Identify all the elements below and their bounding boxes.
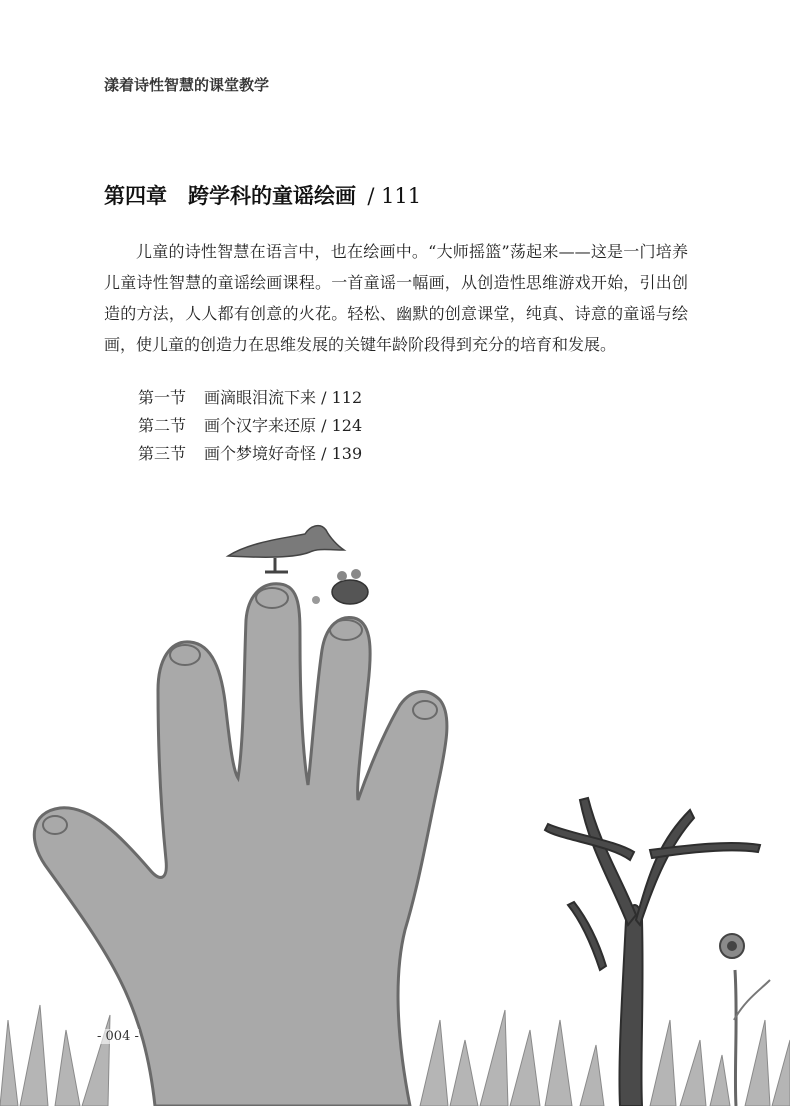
section-title: 画个梦境好奇怪 xyxy=(204,444,317,463)
section-item xyxy=(138,412,362,440)
hand-illustration xyxy=(0,500,790,1106)
section-list xyxy=(138,384,362,468)
section-number: 第二节 xyxy=(138,416,187,435)
section-page: / 112 xyxy=(321,388,363,407)
section-item xyxy=(138,440,362,468)
chapter-title-text: 第四章 跨学科的童谣绘画 xyxy=(104,183,356,208)
section-page: / 139 xyxy=(321,444,363,463)
section-number: 第三节 xyxy=(138,444,187,463)
chapter-intro: 儿童的诗性智慧在语言中，也在绘画中。“大师摇篮”荡起来——这是一门培养儿童诗性智慧的童谣绘画课程。一首童谣一幅画，从创造性思维游戏开始，引出创造的方法，人人都有创意的火花。轻松、幽默的创意课堂，纯真、诗意的童谣与绘画，使儿童的创造力在思维发展的关键年龄阶段得到充分的培育和发展。 xyxy=(104,242,688,354)
section-title: 画滴眼泪流下来 xyxy=(204,388,317,407)
chapter-page-number: / 111 xyxy=(367,184,422,208)
section-title: 画个汉字来还原 xyxy=(204,416,317,435)
page-number: - 004 - xyxy=(97,1029,139,1044)
nest-drawing xyxy=(312,569,368,604)
running-header: 漾着诗性智慧的课堂教学 xyxy=(104,76,270,94)
hand-drawing xyxy=(34,584,447,1106)
section-page: / 124 xyxy=(321,416,363,435)
section-item xyxy=(138,384,362,412)
bird-drawing xyxy=(228,526,344,572)
chapter-title xyxy=(104,180,421,210)
section-number: 第一节 xyxy=(138,388,187,407)
